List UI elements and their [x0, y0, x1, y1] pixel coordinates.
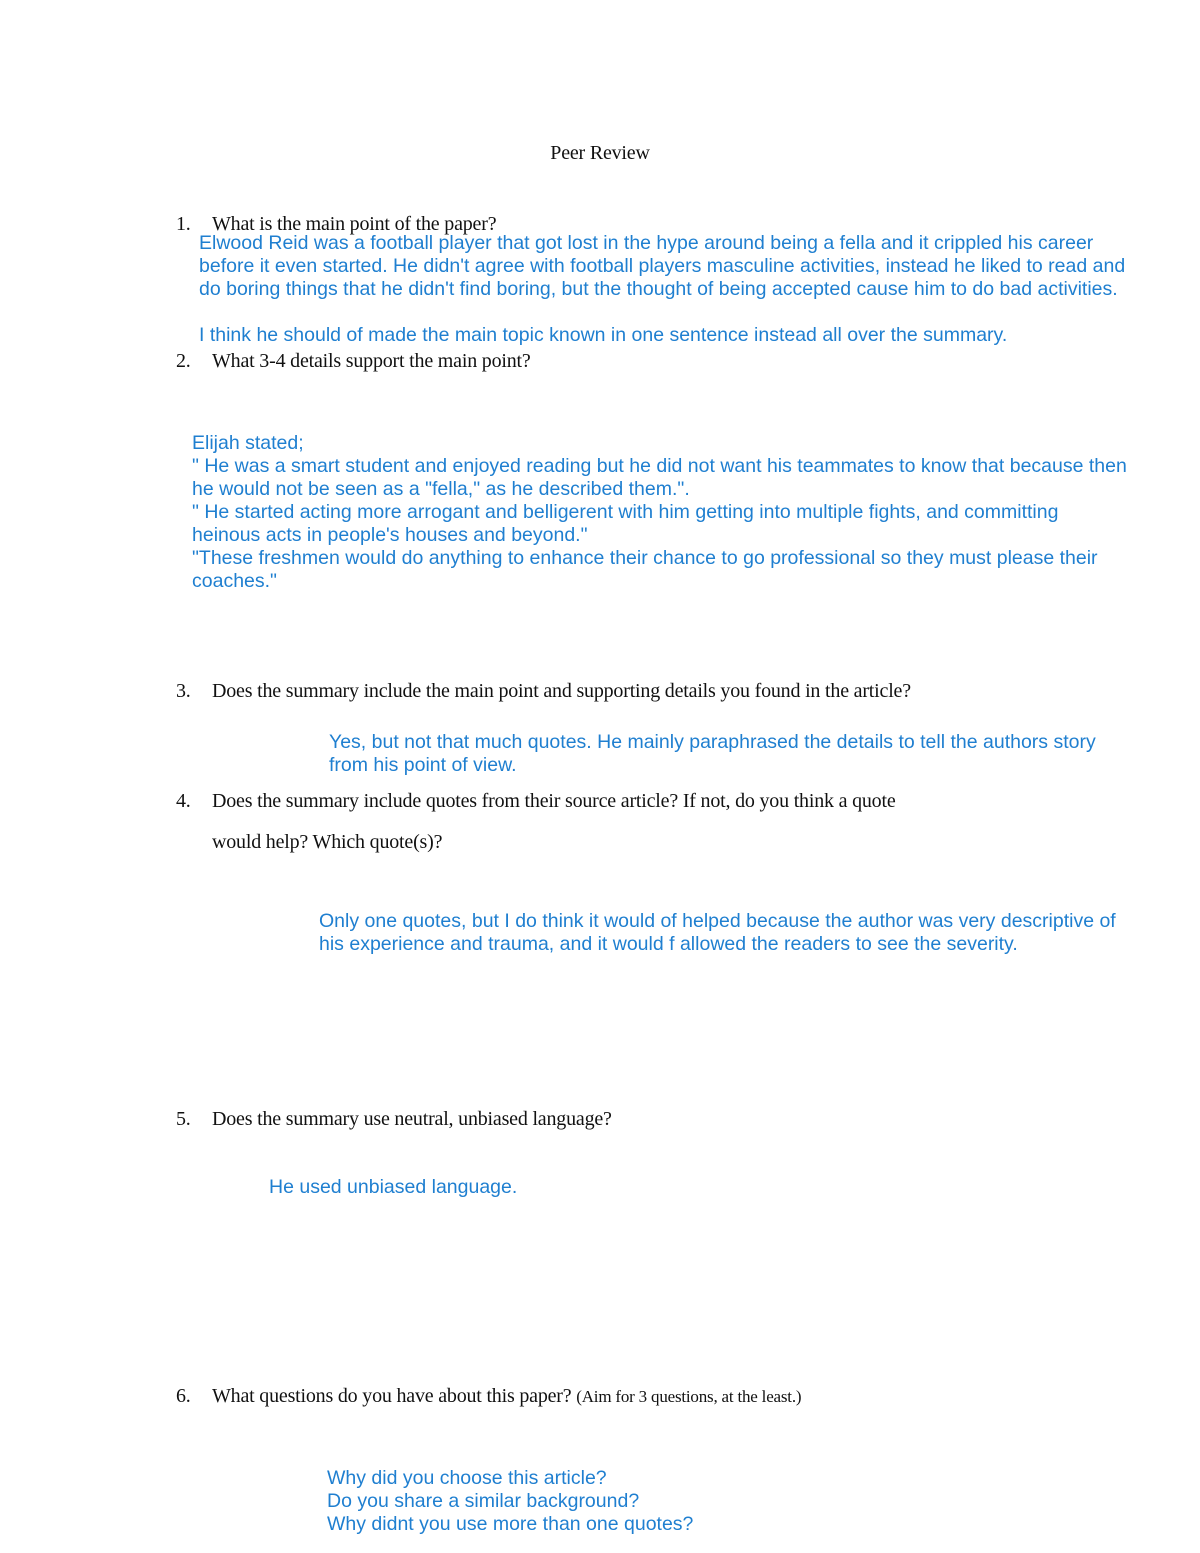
- answer-line: Why didnt you use more than one quotes?: [327, 1513, 694, 1535]
- question-number: 6.: [176, 1385, 191, 1407]
- answer-line: Elwood Reid was a football player that got lost in the hype around being a fella and it crippled his career: [199, 232, 1094, 254]
- answer-line: He used unbiased language.: [269, 1176, 518, 1198]
- answer-line: coaches.": [192, 570, 277, 592]
- question-text: Does the summary use neutral, unbiased language?: [212, 1108, 612, 1130]
- answer-line: heinous acts in people's houses and beyond.": [192, 524, 588, 546]
- answer-line: before it even started. He didn't agree with football players masculine activities, instead he liked to read and: [199, 255, 1126, 277]
- question-number: 4.: [176, 790, 191, 812]
- question-text: Does the summary include quotes from their source article? If not, do you think a quote: [212, 790, 896, 812]
- answer-line: he would not be seen as a "fella," as he described them.".: [192, 478, 690, 500]
- answer-6: [327, 1467, 693, 1536]
- question-note: (Aim for 3 questions, at the least.): [576, 1387, 802, 1406]
- question-text: What is the main point of the paper?: [212, 213, 497, 235]
- answer-line: his experience and trauma, and it would f allowed the readers to see the severity.: [319, 933, 1018, 955]
- question-number: 5.: [176, 1108, 191, 1130]
- answer-line: " He was a smart student and enjoyed reading but he did not want his teammates to know that because then: [192, 455, 1127, 477]
- answer-2: [192, 432, 1127, 593]
- answer-3: [329, 731, 1096, 777]
- answer-line: from his point of view.: [329, 754, 517, 776]
- question-text: Does the summary include the main point and supporting details you found in the article?: [212, 680, 911, 702]
- question-text: would help? Which quote(s)?: [212, 831, 443, 853]
- question-number: 2.: [176, 350, 191, 372]
- answer-line: "These freshmen would do anything to enhance their chance to go professional so they must please their: [192, 547, 1098, 569]
- answer-4: [319, 910, 1116, 956]
- question-number: 1.: [176, 213, 191, 235]
- question-6-line: [212, 1385, 801, 1408]
- answer-1: [199, 232, 1125, 347]
- answer-line: Why did you choose this article?: [327, 1467, 607, 1489]
- question-text: What 3-4 details support the main point?: [212, 350, 531, 372]
- answer-comment: I think he should of made the main topic known in one sentence instead all over the summary.: [199, 324, 1008, 346]
- answer-line: " He started acting more arrogant and belligerent with him getting into multiple fights, and committing: [192, 501, 1059, 523]
- question-text: What questions do you have about this paper?: [212, 1385, 572, 1407]
- question-number: 3.: [176, 680, 191, 702]
- answer-5: [269, 1176, 517, 1199]
- answer-line: Elijah stated;: [192, 432, 304, 454]
- answer-line: Only one quotes, but I do think it would of helped because the author was very descriptive of: [319, 910, 1116, 932]
- answer-line: Do you share a similar background?: [327, 1490, 640, 1512]
- answer-line: do boring things that he didn't find boring, but the thought of being accepted cause him to do bad activities.: [199, 278, 1118, 300]
- answer-line: Yes, but not that much quotes. He mainly paraphrased the details to tell the authors story: [329, 731, 1096, 753]
- page-title: Peer Review: [550, 142, 650, 164]
